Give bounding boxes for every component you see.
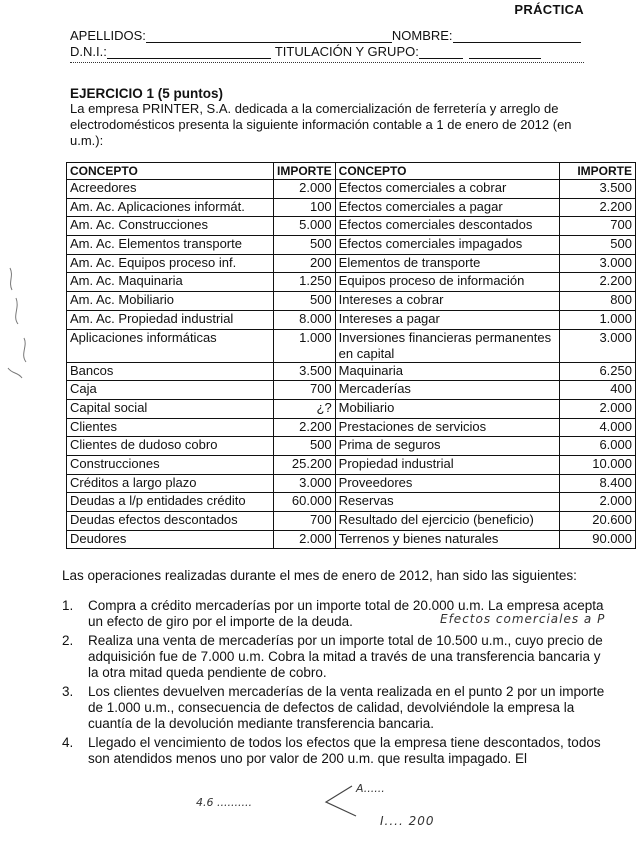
importe-cell: 2.200 <box>559 273 635 292</box>
table-row <box>67 362 636 381</box>
margin-scribble-icon <box>2 258 42 388</box>
operation-number: 1. <box>62 598 74 613</box>
table-row <box>67 273 636 292</box>
header-importe-2: IMPORTE <box>559 163 635 180</box>
concepto-cell: Créditos a largo plazo <box>67 474 274 493</box>
importe-cell: 60.000 <box>274 493 336 512</box>
grupo-blank[interactable] <box>469 47 541 59</box>
table-header-row <box>67 163 636 180</box>
importe-cell: 1.000 <box>274 329 336 362</box>
importe-cell: 700 <box>559 217 635 236</box>
operation-number: 4. <box>62 735 74 750</box>
importe-cell: 500 <box>274 236 336 255</box>
concepto-cell: Efectos comerciales a cobrar <box>335 180 559 199</box>
table-row <box>67 310 636 329</box>
titulacion-blank[interactable] <box>419 47 463 59</box>
nombre-label: NOMBRE: <box>391 28 453 43</box>
concepto-cell: Proveedores <box>335 474 559 493</box>
apellidos-label: APELLIDOS: <box>70 28 146 43</box>
concepto-cell: Bancos <box>67 362 274 381</box>
handwritten-note-1: Efectos comerciales a P <box>440 612 606 626</box>
table-row <box>67 474 636 493</box>
importe-cell: 700 <box>274 512 336 531</box>
concepto-cell: Elementos de transporte <box>335 254 559 273</box>
handwritten-note-4: I.... 200 <box>380 814 435 828</box>
concepto-cell: Propiedad industrial <box>335 455 559 474</box>
operation-text: Los clientes devuelven mercaderías de la venta realizada en el punto 2 por un importe de 1.000 u.m., consecuencia de defectos de calidad, devolviéndole la empresa la cuantía de la devolución mediante transferencia bancaria. <box>88 684 605 731</box>
concepto-cell: Maquinaria <box>335 362 559 381</box>
operation-item <box>62 684 614 732</box>
table-row <box>67 236 636 255</box>
operation-item <box>62 633 614 681</box>
header-importe-1: IMPORTE <box>274 163 336 180</box>
dni-blank[interactable] <box>107 47 271 59</box>
importe-cell: 8.400 <box>559 474 635 493</box>
operation-number: 3. <box>62 684 74 699</box>
importe-cell: 700 <box>274 381 336 400</box>
nombre-blank[interactable] <box>453 31 581 43</box>
practica-label: PRÁCTICA <box>514 2 584 17</box>
concepto-cell: Aplicaciones informáticas <box>67 329 274 362</box>
dni-label: D.N.I.: <box>70 44 107 59</box>
importe-cell: 25.200 <box>274 455 336 474</box>
importe-cell: 500 <box>274 437 336 456</box>
concepto-cell: Am. Ac. Mobiliario <box>67 292 274 311</box>
concepto-cell: Caja <box>67 381 274 400</box>
concepto-cell: Resultado del ejercicio (beneficio) <box>335 512 559 531</box>
concepto-cell: Am. Ac. Equipos proceso inf. <box>67 254 274 273</box>
importe-cell: 1.250 <box>274 273 336 292</box>
table-body <box>67 180 636 549</box>
importe-cell: 6.000 <box>559 437 635 456</box>
concepto-cell: Equipos proceso de información <box>335 273 559 292</box>
concepto-cell: Am. Ac. Construcciones <box>67 217 274 236</box>
concepto-cell: Am. Ac. Propiedad industrial <box>67 310 274 329</box>
table-row <box>67 493 636 512</box>
importe-cell: 400 <box>559 381 635 400</box>
table-row <box>67 329 636 362</box>
table-row <box>67 254 636 273</box>
importe-cell: 20.600 <box>559 512 635 531</box>
table-row <box>67 198 636 217</box>
accounts-table <box>66 162 636 549</box>
concepto-cell: Terrenos y bienes naturales <box>335 530 559 549</box>
titulacion-label: TITULACIÓN Y GRUPO: <box>274 44 419 59</box>
table-row <box>67 512 636 531</box>
importe-cell: 8.000 <box>274 310 336 329</box>
header-concepto-1: CONCEPTO <box>67 163 274 180</box>
importe-cell: 3.000 <box>559 329 635 362</box>
table-row <box>67 418 636 437</box>
concepto-cell: Efectos comerciales impagados <box>335 236 559 255</box>
importe-cell: 2.200 <box>559 198 635 217</box>
table-row <box>67 399 636 418</box>
exercise-intro: La empresa PRINTER, S.A. dedicada a la comercialización de ferretería y arreglo de electrodomésticos presenta la siguiente información contable a 1 de enero de 2012 (en u.m.): <box>70 101 572 148</box>
importe-cell: 500 <box>559 236 635 255</box>
table-row <box>67 455 636 474</box>
importe-cell: 2.200 <box>274 418 336 437</box>
handwritten-note-3: A...... <box>356 782 385 795</box>
importe-cell: 800 <box>559 292 635 311</box>
concepto-cell: Deudores <box>67 530 274 549</box>
operation-item <box>62 735 614 767</box>
importe-cell: 3.000 <box>274 474 336 493</box>
concepto-cell: Prestaciones de servicios <box>335 418 559 437</box>
operations-intro: Las operaciones realizadas durante el mes de enero de 2012, han sido las siguientes: <box>62 568 577 583</box>
importe-cell: 10.000 <box>559 455 635 474</box>
importe-cell: 1.000 <box>559 310 635 329</box>
concepto-cell: Deudas efectos descontados <box>67 512 274 531</box>
importe-cell: 200 <box>274 254 336 273</box>
concepto-cell: Construcciones <box>67 455 274 474</box>
concepto-cell: Inversiones financieras permanentes en capital <box>335 329 559 362</box>
concepto-cell: Am. Ac. Aplicaciones informát. <box>67 198 274 217</box>
concepto-cell: Prima de seguros <box>335 437 559 456</box>
importe-cell: 2.000 <box>274 530 336 549</box>
concepto-cell: Acreedores <box>67 180 274 199</box>
importe-cell: 5.000 <box>274 217 336 236</box>
importe-cell: 3.000 <box>559 254 635 273</box>
table-row <box>67 437 636 456</box>
importe-cell: 3.500 <box>274 362 336 381</box>
operation-text: Compra a crédito mercaderías por un importe total de 20.000 u.m. La empresa acepta un efecto de giro por el importe de la deuda. <box>88 598 604 629</box>
operation-number: 2. <box>62 633 74 648</box>
concepto-cell: Am. Ac. Elementos transporte <box>67 236 274 255</box>
concepto-cell: Intereses a pagar <box>335 310 559 329</box>
concepto-cell: Clientes de dudoso cobro <box>67 437 274 456</box>
concepto-cell: Intereses a cobrar <box>335 292 559 311</box>
concepto-cell: Deudas a l/p entidades crédito <box>67 493 274 512</box>
importe-cell: ¿? <box>274 399 336 418</box>
table-row <box>67 381 636 400</box>
importe-cell: 500 <box>274 292 336 311</box>
importe-cell: 3.500 <box>559 180 635 199</box>
header-concepto-2: CONCEPTO <box>335 163 559 180</box>
handwritten-note-2: 4.6 .......... <box>196 796 252 809</box>
operation-text: Realiza una venta de mercaderías por un importe total de 10.500 u.m., cuyo precio de adquisición fue de 7.000 u.m. Cobra la mitad a través de una transferencia bancaria y la otra mitad queda pendiente de cobro. <box>88 633 603 680</box>
importe-cell: 2.000 <box>559 493 635 512</box>
importe-cell: 90.000 <box>559 530 635 549</box>
table-row <box>67 530 636 549</box>
operation-text: Llegado el vencimiento de todos los efectos que la empresa tiene descontados, todos son atendidos menos uno por valor de 200 u.m. que resulta impagado. El <box>88 735 601 766</box>
concepto-cell: Reservas <box>335 493 559 512</box>
importe-cell: 6.250 <box>559 362 635 381</box>
concepto-cell: Capital social <box>67 399 274 418</box>
importe-cell: 2.000 <box>274 180 336 199</box>
concepto-cell: Efectos comerciales a pagar <box>335 198 559 217</box>
dotted-separator <box>70 62 584 63</box>
concepto-cell: Clientes <box>67 418 274 437</box>
importe-cell: 4.000 <box>559 418 635 437</box>
apellidos-blank[interactable] <box>146 31 392 43</box>
concepto-cell: Mercaderías <box>335 381 559 400</box>
importe-cell: 2.000 <box>559 399 635 418</box>
concepto-cell: Am. Ac. Maquinaria <box>67 273 274 292</box>
handwritten-arrow-icon <box>312 782 372 822</box>
table-row <box>67 292 636 311</box>
id-fields-row <box>70 44 541 59</box>
importe-cell: 100 <box>274 198 336 217</box>
concepto-cell: Mobiliario <box>335 399 559 418</box>
concepto-cell: Efectos comerciales descontados <box>335 217 559 236</box>
table-row <box>67 217 636 236</box>
exercise-title: EJERCICIO 1 (5 puntos) <box>70 86 224 101</box>
name-fields-row <box>70 28 581 43</box>
table-row <box>67 180 636 199</box>
